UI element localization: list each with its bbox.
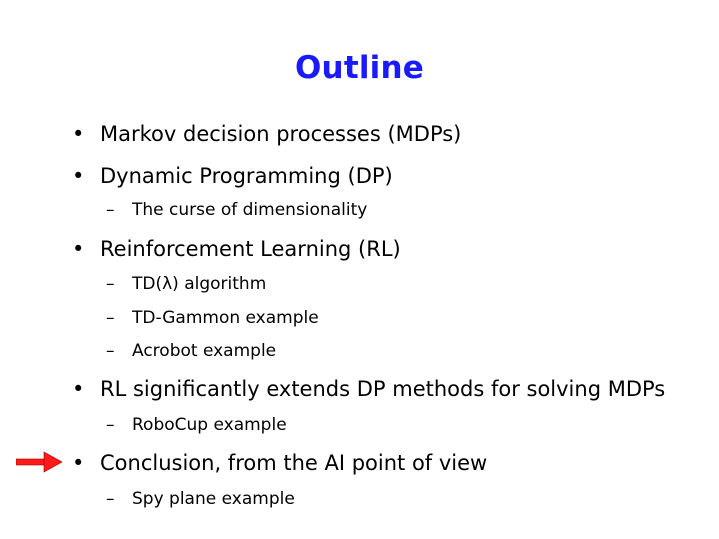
outline-item-text: Dynamic Programming (DP) [100, 164, 393, 188]
outline-subitem-text: TD(λ) algorithm [132, 274, 267, 294]
outline-item-mdps [72, 122, 461, 146]
dash-icon: – [106, 200, 115, 220]
dash-icon: – [106, 415, 115, 435]
outline-subitem-text: Acrobot example [132, 341, 277, 361]
dash-icon: – [106, 489, 115, 509]
dash-icon: – [106, 308, 115, 328]
outline-subitem-spy-plane [106, 489, 295, 509]
outline-subitem-text: TD-Gammon example [132, 308, 319, 328]
outline-item-dp [72, 164, 393, 188]
outline-item-text: Conclusion, from the AI point of view [100, 451, 488, 475]
bullet-icon: • [72, 451, 85, 475]
outline-subitem-curse [106, 200, 367, 220]
bullet-icon: • [72, 122, 85, 146]
outline-subitem-text: The curse of dimensionality [132, 200, 368, 220]
outline-item-text: Reinforcement Learning (RL) [100, 237, 401, 261]
outline-subitem-acrobot [106, 341, 276, 361]
bullet-icon: • [72, 164, 85, 188]
slide-title: Outline [295, 50, 424, 86]
outline-item-text: Markov decision processes (MDPs) [100, 122, 462, 146]
dash-icon: – [106, 274, 115, 294]
outline-item-conclusion [72, 451, 487, 475]
outline-subitem-text: RoboCup example [132, 415, 287, 435]
right-arrow-icon [16, 451, 62, 473]
dash-icon: – [106, 341, 115, 361]
bullet-icon: • [72, 237, 85, 261]
outline-item-rl-extends-dp [72, 377, 665, 401]
outline-subitem-text: Spy plane example [132, 489, 295, 509]
bullet-icon: • [72, 377, 85, 401]
outline-subitem-td-lambda [106, 274, 266, 294]
outline-item-rl [72, 237, 401, 261]
outline-item-text: RL significantly extends DP methods for solving MDPs [100, 377, 666, 401]
outline-subitem-td-gammon [106, 308, 319, 328]
outline-subitem-robocup [106, 415, 287, 435]
